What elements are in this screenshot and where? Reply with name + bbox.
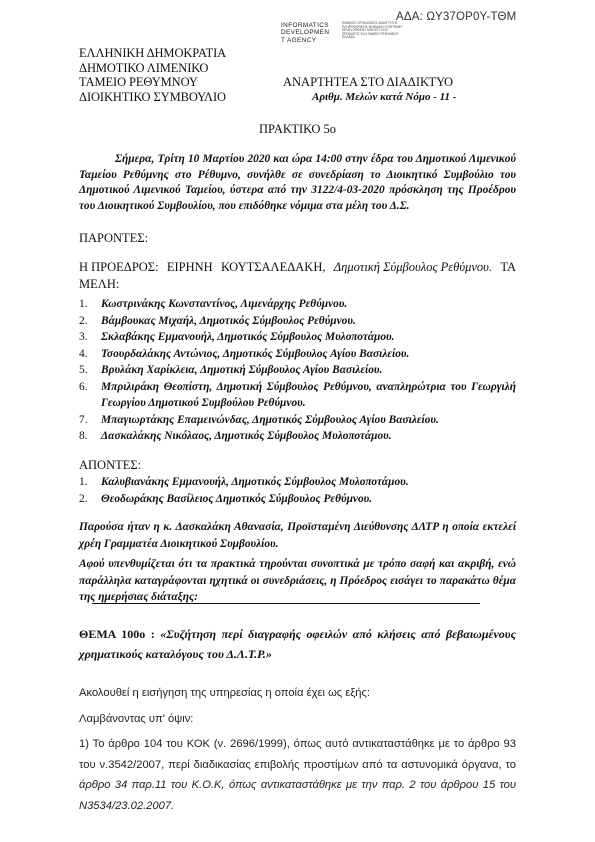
item-number: 7. <box>79 413 88 426</box>
president-last-name: ΚΟΥΤΣΑΛΕΔΑΚΗ, <box>221 260 326 274</box>
president-title: Δημοτική Σύμβουλος Ρεθύμνου. <box>333 260 493 274</box>
list-item <box>79 428 516 445</box>
intro-paragraph: Σήμερα, Τρίτη 10 Μαρτίου 2020 και ώρα 14:00 στην έδρα του Δημοτικού Λιμενικού Ταμείου Ρεθύμνης στο Ρέθυμνο, συνήλθε σε συνεδρίαση το Διοικητικό Συμβούλιο του Δημοτικού Λιμενικού Ταμείου, ύστερα από την 3122/4-03-2020 πρόσκληση της Προέδρου του Διοικητικού Συμβουλίου, που επιδόθηκε νόμιμα στα μέλη του Δ.Σ. <box>79 153 516 212</box>
member-name: Βρυλάκη Χαρίκλεια, Δημοτική Σύμβουλος Αγίου Βασιλείου. <box>101 364 383 376</box>
item-number: 8. <box>79 430 88 442</box>
followup-line: Ακολουθεί η εισήγηση της υπηρεσίας η οποία έχει ως εξής: <box>79 687 371 699</box>
law-paragraph <box>79 734 516 816</box>
issuer-line: ΤΑΜΕΙΟ ΡΕΘΥΜΝΟΥ <box>79 75 198 90</box>
president-line <box>79 259 516 292</box>
informatics-agency-stamp <box>281 22 401 52</box>
posted-online-label: ΑΝΑΡΤΗΤΕΑ ΣΤΟ ΔΙΑΔΙΚΤΥΟ <box>283 75 454 89</box>
stamp-fine-print: ΕΘΝΙΚΟΣ ΟΡΓΑΝΙΣΜΟΣ ΑΝΑΠΤΥΞΗΣ ΠΛΗΡΟΦΟΡΙΚΗΣ ΨΗΦΙΑΚΗ ΥΠΟΓΡΑΦΗ DEVELOPMENT AGENCY GOV ΠΡΟΕΔΡΟΣ ΕΛΛ ΤΑΜΕΙΟ ΡΕΘΥΜΝΟΥ ΕΛΛΑΔΑ <box>342 21 402 40</box>
absent-name: Θεοδωράκης Βασίλειος Δημοτικός Σύμβουλος Ρεθύμνου. <box>101 492 373 505</box>
agenda-underline <box>92 603 480 604</box>
considering-line: Λαμβάνοντας υπ' όψιν: <box>79 713 194 725</box>
theme-number: ΘΕΜΑ 100ο : <box>79 627 155 641</box>
stamp-text <box>281 22 329 44</box>
stamp-line: INFORMATICS <box>281 22 329 29</box>
member-name: Μπαγιωρτάκης Επαμεινώνδας, Δημοτικός Σύμβουλος Αγίου Βασιλείου. <box>101 413 439 426</box>
list-item <box>79 346 516 363</box>
list-item <box>79 296 516 313</box>
document-title: ΠΡΑΚΤΙΚΟ 5ο <box>259 122 336 136</box>
issuer-line: ΔΗΜΟΤΙΚΟ ΛΙΜΕΝΙΚΟ <box>79 60 209 75</box>
absent-name: Καλυβιανάκης Εμμανουήλ, Δημοτικός Σύμβουλος Μυλοποτάμου. <box>101 476 409 488</box>
list-item <box>79 329 516 346</box>
item-number: 1. <box>79 476 88 488</box>
issuer-line: ΔΙΟΙΚΗΤΙΚΟ ΣΥΜΒΟΥΛΙΟ <box>79 89 226 104</box>
president-role: Η ΠΡΟΕΔΡΟΣ: <box>79 260 159 274</box>
item-number: 1. <box>79 298 88 310</box>
list-item <box>79 362 516 379</box>
absent-label: ΑΠΟΝΤΕΣ: <box>79 458 142 472</box>
law-text-italic: άρθρο 34 παρ.11 του Κ.Ο.Κ, όπως αντικαταστάθηκε με την παρ. 2 του άρθρου 15 του Ν3534/23.02.2007. <box>79 779 516 812</box>
members-intro-word: ΤΑ <box>500 260 516 274</box>
item-number: 5. <box>79 364 88 376</box>
item-number: 6. <box>79 380 88 393</box>
item-number: 3. <box>79 331 88 343</box>
member-name: Σκλαβάκης Εμμανουήλ, Δημοτικός Σύμβουλος Μυλοποτάμου. <box>101 331 395 343</box>
item-number: 2. <box>79 492 88 505</box>
member-name: Βάμβουκας Μιχαήλ, Δημοτικός Σύμβουλος Ρεθύμνου. <box>101 314 356 327</box>
absent-list <box>79 474 516 507</box>
theme-paragraph <box>79 624 516 664</box>
list-item <box>79 491 516 508</box>
member-name: Μπριλιράκη Θεοπίστη, Δημοτική Σύμβουλος Ρεθύμνου, αναπληρώτρια του Γεωργιλή Γεωργίου Δημοτικού Συμβούλου Ρεθύμνου. <box>101 380 516 409</box>
list-item <box>79 474 516 491</box>
members-count: Αριθμ. Μελών κατά Νόμο - 11 - <box>312 91 457 103</box>
issuer-line: ΕΛΛΗΝΙΚΗ ΔΗΜΟΚΡΑΤΙΑ <box>79 46 227 60</box>
item-number: 4. <box>79 347 88 360</box>
issuer-block <box>79 46 226 104</box>
stamp-line: T AGENCY <box>281 36 317 44</box>
ada-code: ΑΔΑ: ΩΥ37ΟΡ0Υ-ΤΘΜ <box>396 11 517 23</box>
posting-block <box>283 75 456 105</box>
member-name: Δασκαλάκης Νικόλαος, Δημοτικός Σύμβουλος Μυλοποτάμου. <box>101 430 392 442</box>
list-item <box>79 313 516 330</box>
agenda-paragraph: Αφού υπενθυμίζεται ότι τα πρακτικά τηρούνται συνοπτικά με τρόπο σαφή και ακριβή, ενώ παράλληλα καταγράφονται ηχητικά οι συνεδριάσεις, η Πρόεδρος εισάγει το παρακάτω θέμα της ημερήσιας διάταξης: <box>79 558 516 603</box>
present-label: ΠΑΡΟΝΤΕΣ: <box>79 231 149 245</box>
list-item <box>79 379 516 412</box>
president-first-name: ΕΙΡΗΝΗ <box>166 260 213 274</box>
law-text: 1) Το άρθρο 104 του ΚΟΚ (ν. 2696/1999), όπως αυτό αντικαταστάθηκε με το άρθρο 93 του ν.3542/2007, περί διαδικασίας επιβολής προστίμων από τα αστυνομικά όργανα, το <box>79 738 516 771</box>
members-list <box>79 296 516 445</box>
theme-title: «Συζήτηση περί διαγραφής οφειλών από κλήσεις από βεβαιωμένους χρηματικούς καταλόγους του Δ.Λ.Τ.Ρ.» <box>79 627 516 661</box>
members-label: ΜΕΛΗ: <box>79 276 120 291</box>
item-number: 2. <box>79 314 88 327</box>
stamp-line: DEVELOPMEN <box>281 29 330 37</box>
secretary-paragraph: Παρούσα ήταν η κ. Δασκαλάκη Αθανασία, Προϊσταμένη Διεύθυνσης ΔΛΤΡ η οποία εκτελεί χρέη Γραμματέα Διοικητικού Συμβουλίου. <box>79 521 516 550</box>
member-name: Κωστρινάκης Κωνσταντίνος, Λιμενάρχης Ρεθύμνου. <box>101 298 348 310</box>
list-item <box>79 412 516 429</box>
member-name: Τσουρδαλάκης Αντώνιος, Δημοτικός Σύμβουλος Αγίου Βασιλείου. <box>101 347 410 360</box>
